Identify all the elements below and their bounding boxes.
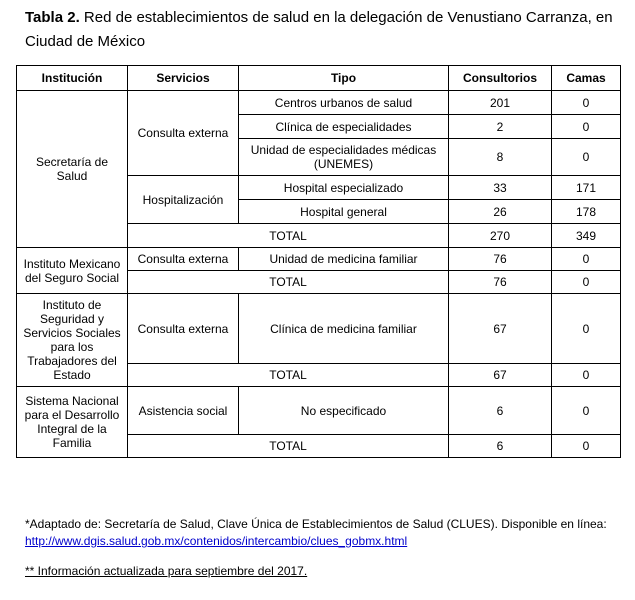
table-row — [17, 294, 621, 364]
total-label: TOTAL — [128, 271, 449, 294]
servicio-cell: Hospitalización — [128, 176, 239, 224]
table-row — [17, 91, 621, 115]
consultorios-cell: 33 — [449, 176, 552, 200]
consultorios-cell: 6 — [449, 387, 552, 435]
servicio-cell: Consulta externa — [128, 248, 239, 271]
health-facilities-table — [16, 65, 621, 458]
institucion-cell: Sistema Nacional para el Desarrollo Integral de la Familia — [17, 387, 128, 458]
institucion-cell: Secretaría de Salud — [17, 91, 128, 248]
consultorios-cell: 26 — [449, 200, 552, 224]
servicio-cell: Asistencia social — [128, 387, 239, 435]
table-row — [17, 387, 621, 435]
tipo-cell: No especificado — [239, 387, 449, 435]
header-tipo: Tipo — [239, 66, 449, 91]
total-camas: 0 — [552, 271, 621, 294]
table-caption — [25, 6, 625, 54]
camas-cell: 178 — [552, 200, 621, 224]
tipo-cell: Hospital general — [239, 200, 449, 224]
total-consultorios: 67 — [449, 364, 552, 387]
total-label: TOTAL — [128, 435, 449, 458]
institucion-cell: Instituto Mexicano del Seguro Social — [17, 248, 128, 294]
header-consultorios: Consultorios — [449, 66, 552, 91]
camas-cell: 0 — [552, 139, 621, 176]
consultorios-cell: 76 — [449, 248, 552, 271]
total-consultorios: 6 — [449, 435, 552, 458]
institucion-cell: Instituto de Seguridad y Servicios Sociales para los Trabajadores del Estado — [17, 294, 128, 387]
servicio-cell: Consulta externa — [128, 91, 239, 176]
footnote-update: ** Información actualizada para septiembre del 2017. — [25, 564, 308, 578]
camas-cell: 0 — [552, 91, 621, 115]
tipo-cell: Clínica de especialidades — [239, 115, 449, 139]
footnote-source — [25, 516, 625, 550]
consultorios-cell: 201 — [449, 91, 552, 115]
camas-cell: 171 — [552, 176, 621, 200]
camas-cell: 0 — [552, 115, 621, 139]
camas-cell: 0 — [552, 248, 621, 271]
servicio-cell: Consulta externa — [128, 294, 239, 364]
header-servicios: Servicios — [128, 66, 239, 91]
clues-link[interactable]: http://www.dgis.salud.gob.mx/contenidos/intercambio/clues_gobmx.html — [25, 534, 408, 548]
total-camas: 0 — [552, 435, 621, 458]
camas-cell: 0 — [552, 294, 621, 364]
caption-label: Tabla 2. — [25, 9, 80, 26]
tipo-cell: Hospital especializado — [239, 176, 449, 200]
caption-text: Red de establecimientos de salud en la delegación de Venustiano Carranza, en Ciudad de México — [25, 9, 613, 50]
consultorios-cell: 8 — [449, 139, 552, 176]
total-label: TOTAL — [128, 224, 449, 248]
total-camas: 349 — [552, 224, 621, 248]
tipo-cell: Clínica de medicina familiar — [239, 294, 449, 364]
tipo-cell: Unidad de medicina familiar — [239, 248, 449, 271]
camas-cell: 0 — [552, 387, 621, 435]
table-row — [17, 248, 621, 271]
tipo-cell: Unidad de especialidades médicas (UNEMES) — [239, 139, 449, 176]
total-label: TOTAL — [128, 364, 449, 387]
footnote-source-text: *Adaptado de: Secretaría de Salud, Clave Única de Establecimientos de Salud (CLUES). Disponible en línea: — [25, 517, 607, 531]
header-row — [17, 66, 621, 91]
consultorios-cell: 67 — [449, 294, 552, 364]
total-camas: 0 — [552, 364, 621, 387]
total-consultorios: 76 — [449, 271, 552, 294]
header-camas: Camas — [552, 66, 621, 91]
consultorios-cell: 2 — [449, 115, 552, 139]
total-consultorios: 270 — [449, 224, 552, 248]
header-institucion: Institución — [17, 66, 128, 91]
tipo-cell: Centros urbanos de salud — [239, 91, 449, 115]
